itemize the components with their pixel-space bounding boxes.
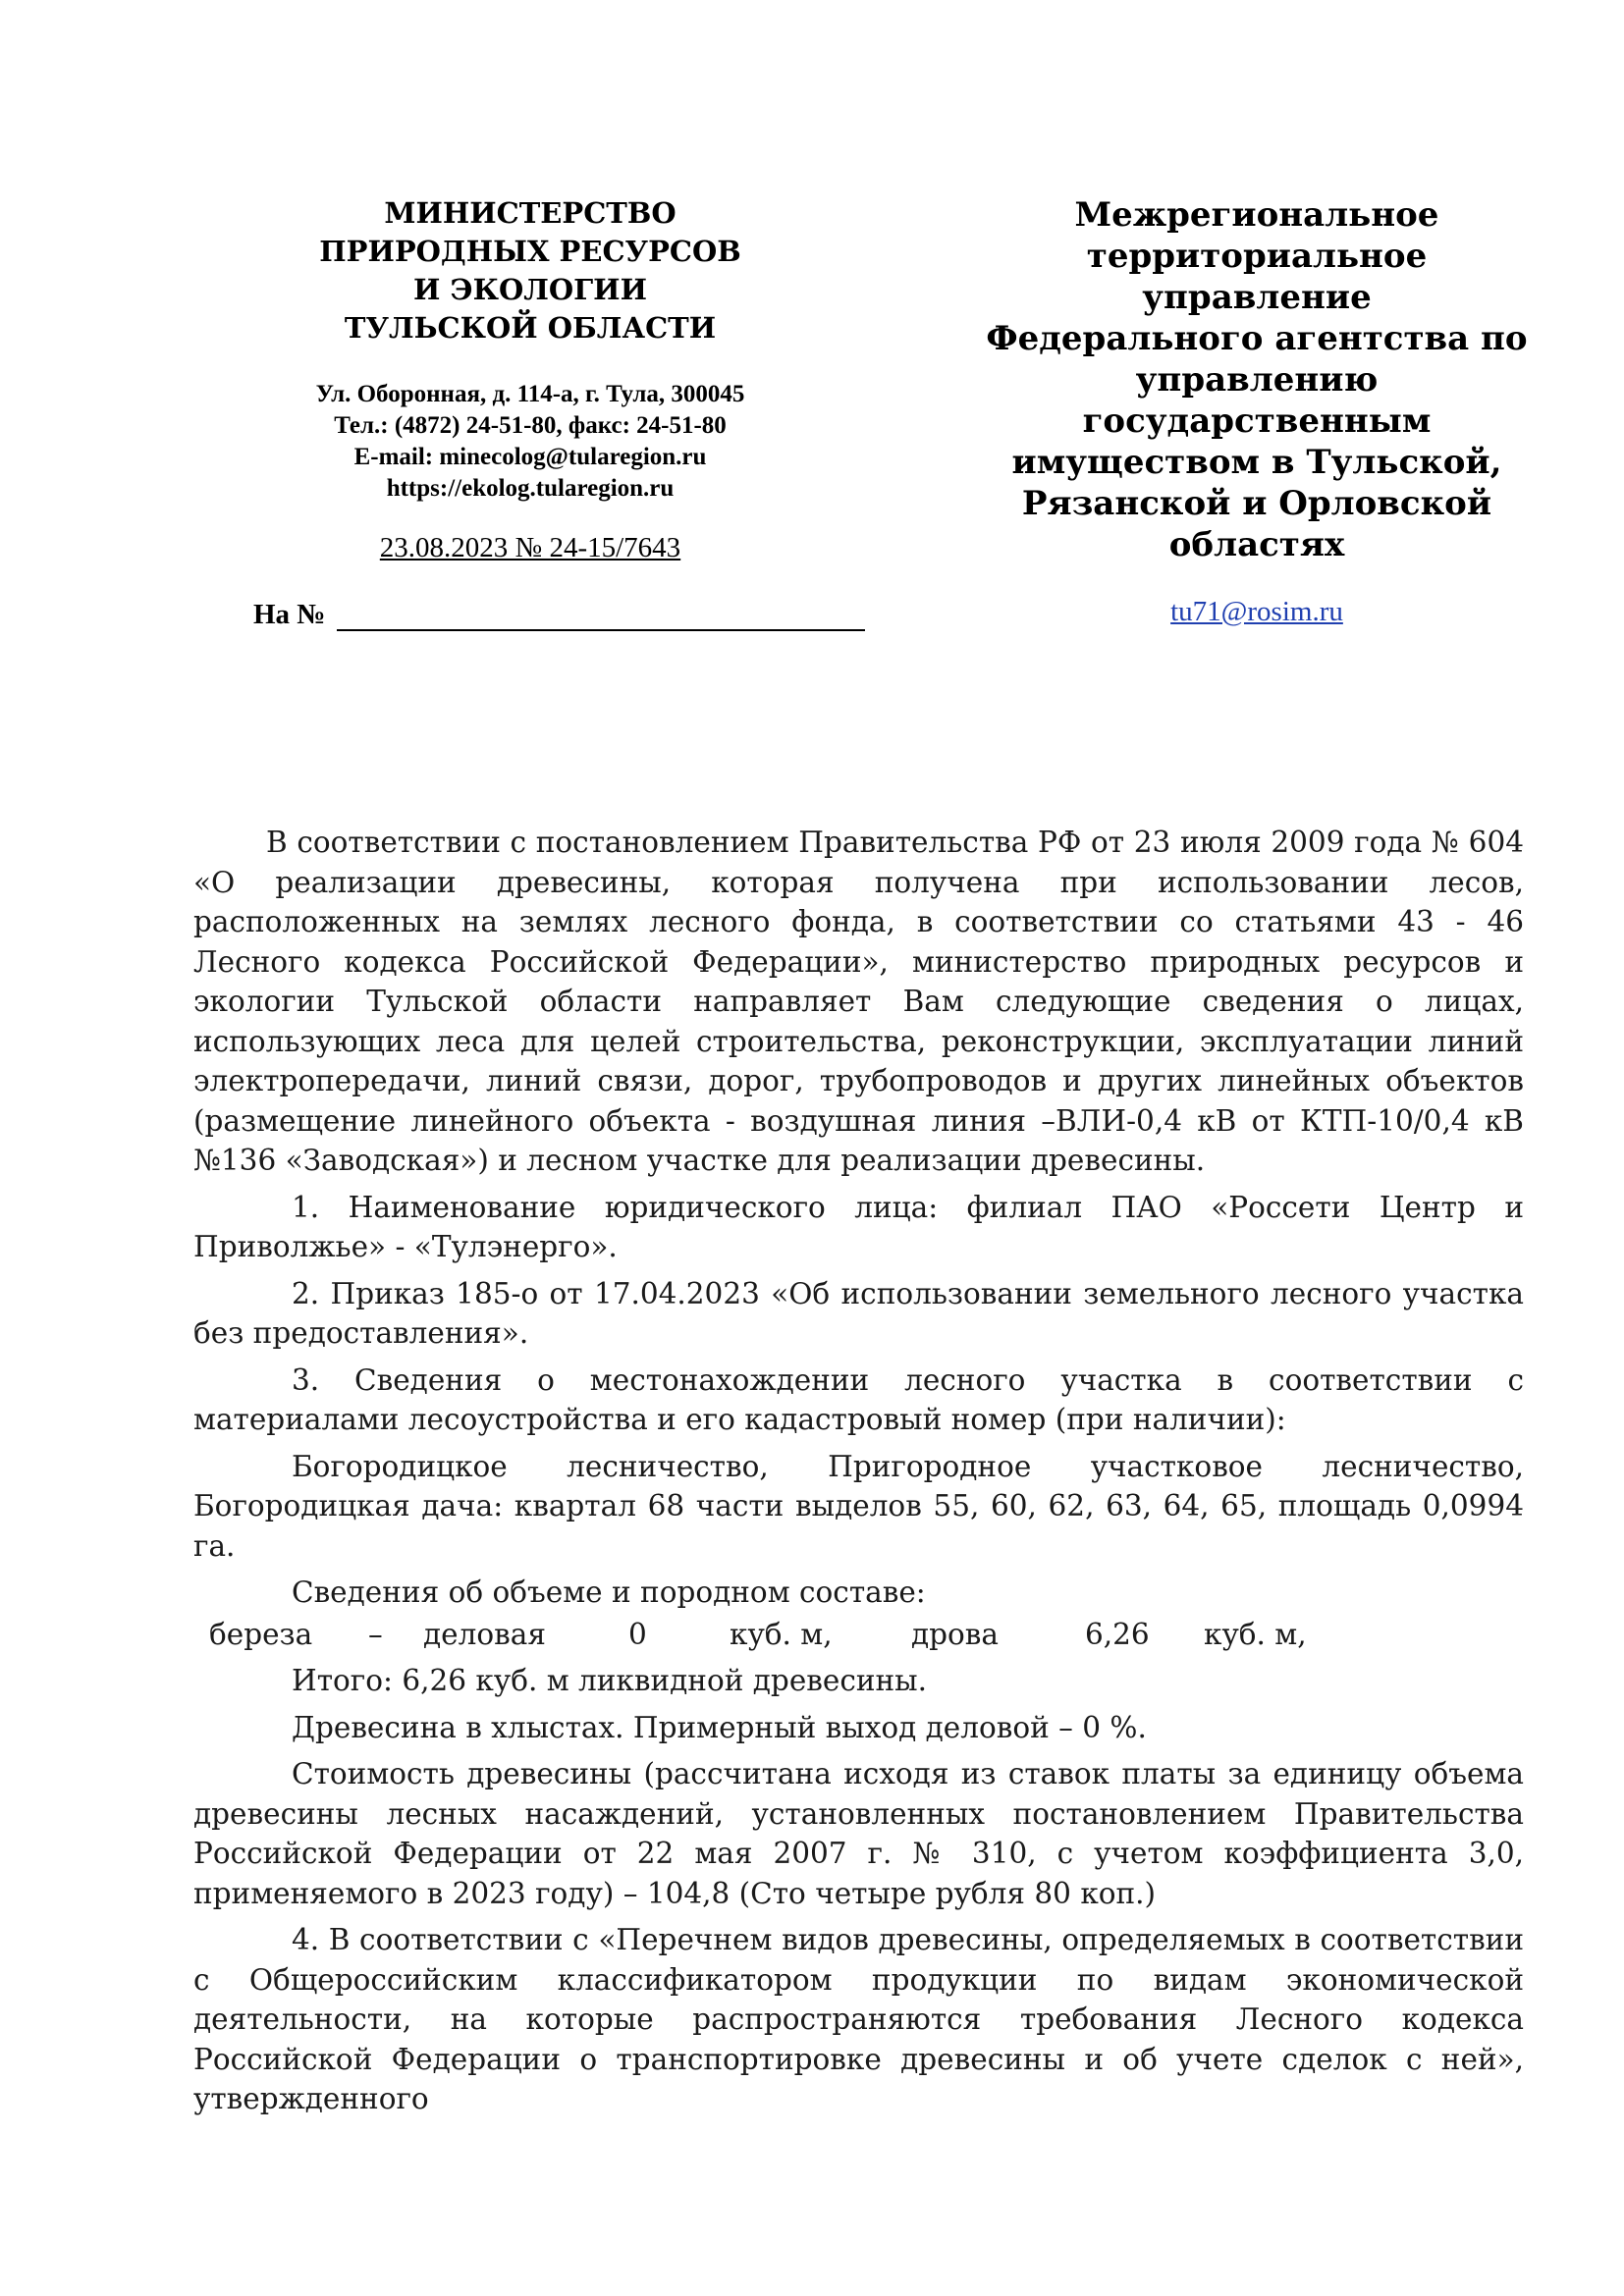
reference-field bbox=[253, 599, 865, 631]
recipient-block bbox=[967, 194, 1546, 632]
wood-species: береза bbox=[209, 1617, 313, 1651]
reference-label: На № bbox=[253, 599, 326, 630]
sender-org-line: И ЭКОЛОГИИ bbox=[413, 273, 647, 306]
wood-volume-row bbox=[193, 1615, 1524, 1655]
recipient-line: Рязанской и Орловской bbox=[1021, 484, 1492, 523]
item-4-paragraph: 4. В соответствии с «Перечнем видов древесины, определяемых в соответствии с Общероссийским классификатором продукции по видам экономической деятельности, на которые распространяются требования Лесного кодекса Российской Федерации о транспортировке древесины и об учете сделок с ней», утвержденного bbox=[193, 1923, 1524, 2115]
wood-firewood-label: дрова bbox=[911, 1617, 1000, 1651]
sender-email: E-mail: minecolog@tularegion.ru bbox=[353, 444, 707, 470]
sender-org-line: ПРИРОДНЫХ РЕСУРСОВ bbox=[319, 235, 741, 268]
sender-address: Ул. Оборонная, д. 114-а, г. Тула, 300045 bbox=[315, 381, 745, 407]
item-1-paragraph: 1. Наименование юридического лица: филиал ПАО «Россети Центр и Приволжье» - «Тулэнерго». bbox=[193, 1190, 1524, 1263]
recipient-line: Межрегиональное bbox=[1074, 195, 1439, 235]
wood-business-label: деловая bbox=[423, 1617, 546, 1651]
sender-contacts bbox=[265, 379, 795, 505]
wood-firewood-value: 6,26 bbox=[1085, 1617, 1150, 1651]
recipient-line: областях bbox=[1168, 525, 1345, 564]
recipient-line: управлению государственным bbox=[1082, 360, 1432, 441]
cost-paragraph: Стоимость древесины (рассчитана исходя из ставок платы за единицу объема древесины лесных насаждений, установленных постановлением Правительства Российской Федерации от 22 мая 2007 г. № 310, с учетом коэффициента 3,0, применяемого в 2023 году) – 104,8 (Сто четыре рубля 80 коп.) bbox=[193, 1757, 1524, 1910]
whips-paragraph: Древесина в хлыстах. Примерный выход деловой – 0 %. bbox=[292, 1710, 1147, 1744]
total-paragraph: Итого: 6,26 куб. м ликвидной древесины. bbox=[292, 1664, 928, 1697]
recipient-line: Федерального агентства по bbox=[986, 319, 1528, 358]
letter-body bbox=[193, 823, 1524, 2119]
recipient-line: территориальное управление bbox=[1086, 237, 1428, 317]
sender-phone: Тел.: (4872) 24-51-80, факс: 24-51-80 bbox=[334, 412, 727, 439]
wood-unit-2: куб. м, bbox=[1204, 1617, 1307, 1651]
reference-blank-line bbox=[337, 600, 865, 631]
volume-heading: Сведения об объеме и породном составе: bbox=[292, 1575, 926, 1609]
registration-number: 23.08.2023 № 24-15/7643 bbox=[379, 532, 681, 563]
item-3-paragraph: 3. Сведения о местонахождении лесного участка в соответствии с материалами лесоустройства и его кадастровый номер (при наличии): bbox=[193, 1362, 1524, 1436]
sender-organization bbox=[265, 194, 795, 347]
sender-org-line: МИНИСТЕРСТВО bbox=[384, 196, 677, 230]
wood-dash: – bbox=[368, 1617, 383, 1651]
wood-unit-1: куб. м, bbox=[730, 1617, 833, 1651]
location-paragraph: Богородицкое лесничество, Пригородное участковое лесничество, Богородицкая дача: квартал 68 части выделов 55, 60, 62, 63, 64, 65, площадь 0,0994 га. bbox=[193, 1449, 1524, 1563]
wood-business-value: 0 bbox=[628, 1617, 647, 1651]
recipient-email-link[interactable]: tu71@rosim.ru bbox=[1170, 596, 1343, 627]
item-2-paragraph: 2. Приказ 185-о от 17.04.2023 «Об использовании земельного лесного участка без предоставления». bbox=[193, 1276, 1524, 1350]
sender-org-line: ТУЛЬСКОЙ ОБЛАСТИ bbox=[344, 311, 717, 345]
recipient-line: имуществом в Тульской, bbox=[1011, 443, 1502, 482]
intro-paragraph: В соответствии с постановлением Правительства РФ от 23 июля 2009 года № 604 «О реализации древесины, которая получена при использовании лесов, расположенных на землях лесного фонда, в соответствии со статьями 43 - 46 Лесного кодекса Российской Федерации», министерство природных ресурсов и экологии Тульской области направляет Вам следующие сведения о лицах, использующих леса для целей строительства, реконструкции, эксплуатации линий электропередачи, линий связи, дорог, трубопроводов и других линейных объектов (размещение линейного объекта - воздушная линия –ВЛИ-0,4 кВ от КТП-10/0,4 кВ №136 «Заводская») и лесном участке для реализации древесины. bbox=[193, 826, 1524, 1177]
sender-website: https://ekolog.tularegion.ru bbox=[386, 475, 675, 502]
sender-block bbox=[265, 194, 795, 564]
